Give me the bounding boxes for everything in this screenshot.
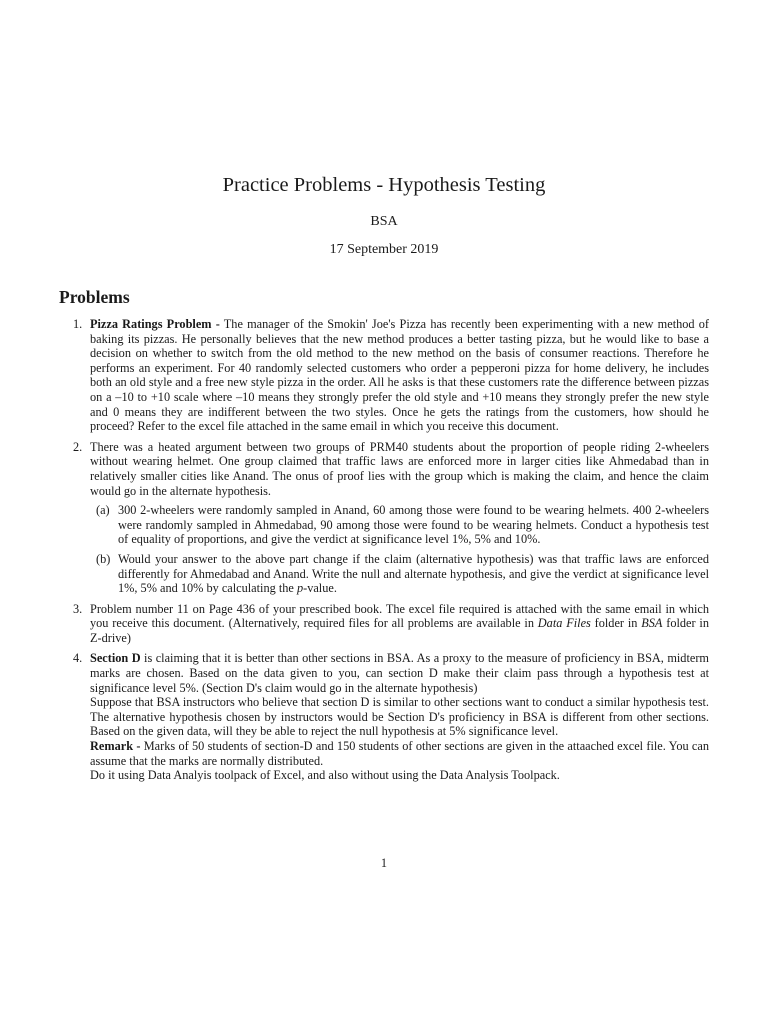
subproblem-label: (a) (96, 503, 110, 518)
remark-lead: Remark - (90, 739, 141, 754)
subproblem-text: 300 2-wheelers were randomly sampled in Anand, 60 among those were found to be wearing helmets. 400 2-wheelers were randomly sampled in Ahmedabad, 90 among those were found to be wearing helmets. Conduct a hypothesis test of equality of proportions, and give the verdict at significance level 1%, 5% and 10%. (118, 503, 709, 547)
document-title: Practice Problems - Hypothesis Testing (222, 174, 546, 196)
problem-number: 1. (73, 317, 83, 331)
folder-name-italic: Data Files (537, 616, 591, 631)
problem-paragraph: Suppose that BSA instructors who believe that section D is similar to other sections want to conduct a similar hypothesis test. The alternative hypothesis chosen by instructors would be Section D's proficiency in BSA is different from other sections. Based on the given data, will they be able to reject the null hypothesis at 5% significance level. (90, 695, 709, 739)
problem-text: is claiming that it is better than other sections in BSA. As a proxy to the measure of proficiency in BSA, midterm marks are chosen. Based on the data given to you, can section D make their claim pass through a hypothesis test at significance level 5%. (Section D's claim would go in the alternate hypothesis) (90, 651, 709, 695)
folder-name-italic: BSA (641, 616, 663, 631)
problem-paragraph (90, 651, 709, 695)
problem-item-4 (59, 651, 709, 782)
subproblem-label: (b) (96, 551, 111, 566)
problem-item-3 (59, 602, 709, 646)
problem-text-mid: folder in (590, 616, 642, 631)
remark-text: Marks of 50 students of section-D and 150 students of other sections are given in the attaached excel file. You can assume that the marks are normally distributed. (90, 739, 709, 768)
remark-paragraph (90, 739, 709, 768)
problem-number: 2. (73, 439, 83, 454)
problem-lead: Section D (90, 651, 141, 666)
problem-text: There was a heated argument between two groups of PRM40 students about the proportion of people riding 2-wheelers without wearing helmet. One group claimed that traffic laws are enforced more in larger cities like Ahmedabad than in relatively smaller cities like Anand. The onus of proof lies with the group which is making the claim, and hence the claim would go in the alternate hypothesis. (90, 439, 709, 498)
problem-text: Problem number 11 on Page 436 of your prescribed book. The excel file required is attached with the same email in which you receive this document. (Alternatively, required files for all problems are available in (90, 601, 709, 631)
problem-list (59, 317, 709, 789)
subproblem-b (90, 552, 709, 596)
problem-lead: Pizza Ratings Problem - (90, 317, 220, 331)
problem-item-2 (59, 440, 709, 596)
subproblem-text-end: -value. (303, 581, 337, 596)
subproblem-text: Would your answer to the above part change if the claim (alternative hypothesis) was that traffic laws are enforced differently for Ahmedabad and Anand. Write the null and alternate hypothesis, and give the verdict at significance level 1%, 5% and 10% by calculating the (118, 551, 709, 596)
problem-number: 4. (73, 651, 83, 666)
problem-item-1 (59, 317, 709, 434)
problem-paragraph: Do it using Data Analyis toolpack of Excel, and also without using the Data Analysis Toolpack. (90, 768, 560, 783)
document-date: 17 September 2019 (329, 242, 439, 257)
p-value-italic: p (296, 581, 304, 596)
section-heading: Problems (59, 287, 130, 307)
problem-text: The manager of the Smokin' Joe's Pizza has recently been experimenting with a new method of baking its pizzas. He personally believes that the new method produces a better tasting pizza, but he would like to base a decision on whether to switch from the old method to the new method on the basis of consumer reactions. Therefore he performs an experiment. For 40 randomly selected customers who order a pepperoni pizza for home delivery, he includes both an old style and a free new style pizza in the order. All he asks is that these customers rate the difference between pizzas on a –10 to +10 scale where –10 means they strongly prefer the old style and +10 means they strongly prefer the new style and 0 means they are indifferent between the two styles. Once he gets the ratings from the customers, how should he proceed? Refer to the excel file attached in the same email in which you receive this document. (90, 317, 709, 434)
document-author: BSA (370, 214, 398, 229)
subproblem-a (90, 503, 709, 547)
problem-text-end: folder in Z-drive) (90, 616, 709, 645)
problem-number: 3. (73, 601, 83, 616)
page-number: 1 (380, 856, 388, 870)
